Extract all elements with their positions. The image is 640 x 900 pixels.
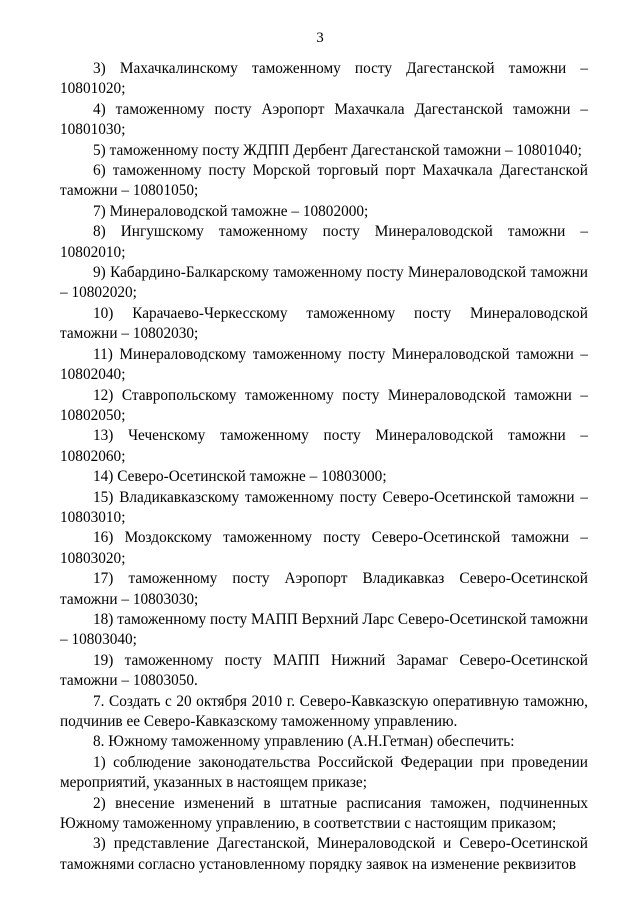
list-item: 5) таможенному посту ЖДПП Дербент Дагестанской таможни – 10801040; [93, 141, 582, 159]
list-item: 6) таможенному посту Морской торговый порт Махачкала Дагестанской таможни – 10801050; [60, 162, 588, 200]
list-item: 11) Минераловодскому таможенному посту Минераловодской таможни – 10802040; [60, 345, 588, 384]
list-item: 3) представление Дагестанской, Минераловодской и Северо-Осетинской таможнями согласно установленному порядку заявок на изменение реквизитов [60, 835, 588, 873]
list-item: 7) Минераловодской таможне – 10802000; [93, 202, 369, 220]
list-item: 3) Махачкалинскому таможенному посту Дагестанской таможни – 10801020; [60, 60, 588, 98]
list-item: 9) Кабардино-Балкарскому таможенному посту Минераловодской таможни – 10802020; [60, 264, 588, 302]
list-item: 17) таможенному посту Аэропорт Владикавказ Северо-Осетинской таможни – 10803030; [60, 570, 588, 608]
list-item: 18) таможенному посту МАПП Верхний Ларс Северо-Осетинской таможни – 10803040; [60, 610, 588, 649]
list-item: 1) соблюдение законодательства Российской Федерации при проведении мероприятий, указанных в настоящем приказе; [60, 753, 588, 792]
section-paragraph: 7. Создать с 20 октября 2010 г. Северо-Кавказскую оперативную таможню, подчинив ее Северо-Кавказскому таможенному управлению. [60, 692, 588, 730]
list-item: 13) Чеченскому таможенному посту Минераловодской таможни – 10802060; [60, 427, 588, 465]
page-number: 3 [316, 30, 324, 46]
list-item: 10) Карачаево-Черкесскому таможенному посту Минераловодской таможни – 10802030; [60, 304, 588, 343]
list-item: 2) внесение изменений в штатные расписания таможен, подчиненных Южному таможенному управлению, в соответствии с настоящим приказом; [60, 794, 588, 833]
list-item: 14) Северо-Осетинской таможне – 10803000; [93, 468, 387, 486]
list-item: 4) таможенному посту Аэропорт Махачкала Дагестанской таможни – 10801030; [60, 100, 588, 139]
list-item: 19) таможенному посту МАПП Нижний Зарамаг Северо-Осетинской таможни – 10803050. [60, 651, 588, 690]
list-item: 15) Владикавказскому таможенному посту Северо-Осетинской таможни – 10803010; [60, 488, 588, 526]
document-body [60, 59, 588, 875]
list-item: 16) Моздокскому таможенному посту Северо-Осетинской таможни – 10803020; [60, 529, 588, 567]
list-item: 8) Ингушскому таможенному посту Минераловодской таможни – 10802010; [60, 223, 588, 261]
list-item: 12) Ставропольскому таможенному посту Минераловодской таможни – 10802050; [60, 386, 588, 424]
section-paragraph: 8. Южному таможенному управлению (А.Н.Гетман) обеспечить: [93, 733, 515, 751]
